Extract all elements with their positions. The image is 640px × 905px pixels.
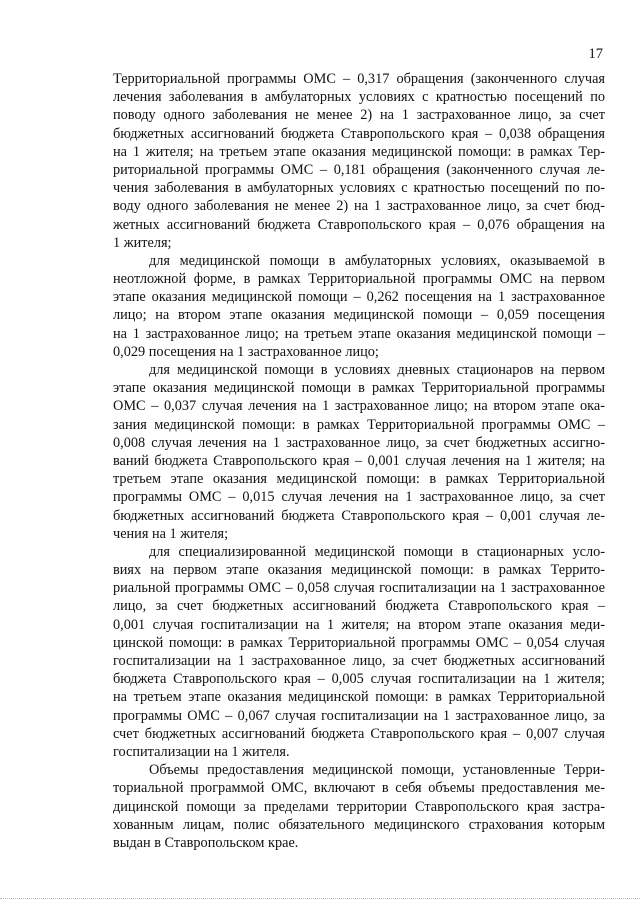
text-line: для специализированной медицинской помощи в стационарных усло- — [149, 543, 605, 560]
text-line: госпитализации на 1 жителя. — [113, 743, 290, 760]
page-number: 17 — [588, 46, 603, 62]
text-line: счет бюджетных ассигнований бюджета Ставропольского края – 0,007 случая — [113, 725, 605, 742]
text-line: Объемы предоставления медицинской помощи, установленные Терри- — [149, 762, 605, 779]
text-line: для медицинской помощи в условиях дневных стационаров на первом — [149, 362, 605, 378]
text-line: программы ОМС – 0,067 случая госпитализации на 1 застрахованное лицо, за — [113, 707, 605, 724]
text-line: 0,008 случая лечения на 1 застрахованное лицо, за счет бюджетных ассигно- — [113, 434, 605, 451]
text-line: бюджетных ассигнований бюджета Ставропольского края – 0,038 обращения — [113, 125, 605, 142]
text-line: воду одного заболевания не менее 2) на 1 застрахованное лицо, за счет бюд- — [113, 198, 605, 215]
text-line: госпитализации на 1 застрахованное лицо, за счет бюджетных ассигнований — [113, 653, 605, 669]
text-line: этапе оказания медицинской помощи – 0,262 посещения на 1 застрахованное — [113, 289, 605, 306]
text-line: 0,029 посещения на 1 застрахованное лицо; — [113, 343, 379, 360]
text-line: Территориальной программы ОМС – 0,317 обращения (законченного случая — [113, 71, 605, 87]
text-line: риториальной программы ОМС – 0,181 обращения (законченного случая ле- — [113, 161, 605, 178]
paragraph-2 — [113, 252, 605, 361]
text-line: ОМС – 0,037 случая лечения на 1 застрахованное лицо; на втором этапе ока- — [113, 398, 605, 415]
text-line: риальной программы ОМС – 0,058 случая госпитализации на 1 застрахованное — [113, 580, 605, 597]
text-line: на третьем этапе оказания медицинской помощи: в рамках Территориальной — [113, 689, 605, 706]
text-line: цинской помощи: в рамках Территориальной программы ОМС – 0,054 случая — [113, 634, 605, 651]
text-line: для медицинской помощи в амбулаторных условиях, оказываемой в — [149, 252, 605, 269]
paragraph-3 — [113, 361, 605, 543]
text-line: зания медицинской помощи: в рамках Территориальной программы ОМС – — [113, 416, 605, 433]
text-line: чения заболевания в амбулаторных условиях с кратностью посещений по по- — [113, 180, 605, 197]
text-line: этапе оказания медицинской помощи в рамках Территориальной программы — [113, 380, 605, 397]
paragraph-4 — [113, 543, 605, 761]
text-line: виях на первом этапе оказания медицинской помощи: в рамках Террито- — [113, 562, 605, 579]
paragraph-1 — [113, 70, 605, 252]
text-line: 0,001 случая госпитализации на 1 жителя; на втором этапе оказания меди- — [113, 616, 605, 633]
text-line: ториальной программой ОМС, включают в себя объемы предоставления ме- — [113, 780, 605, 797]
text-line: бюджетных ассигнований бюджета Ставропольского края – 0,001 случая ле- — [113, 507, 605, 524]
text-line: программы ОМС – 0,015 случая лечения на 1 застрахованное лицо, за счет — [113, 489, 605, 506]
text-line: на 1 застрахованное лицо; на третьем этапе оказания медицинской помощи – — [113, 325, 605, 342]
text-line: 1 жителя; — [113, 234, 172, 251]
text-line: чения на 1 жителя; — [113, 525, 229, 542]
text-line: неотложной форме, в рамках Территориальной программы ОМС на первом — [113, 271, 605, 288]
text-line: поводу одного заболевания не менее 2) на 1 застрахованное лицо, за счет — [113, 107, 605, 124]
document-body — [113, 70, 605, 852]
text-line: ваний бюджета Ставропольского края – 0,001 случая лечения на 1 жителя; на — [113, 452, 605, 469]
scan-edge-divider — [0, 898, 640, 899]
text-line: выдан в Ставропольском крае. — [113, 834, 299, 851]
text-line: лечения заболевания в амбулаторных условиях с кратностью посещений по — [113, 89, 605, 106]
text-line: хованным лицам, полис обязательного медицинского страхования которым — [113, 816, 605, 833]
text-line: бюджета Ставропольского края – 0,005 случая госпитализации на 1 жителя; — [113, 671, 605, 688]
text-line: дицинской помощи за пределами территории Ставропольского края застра- — [113, 798, 605, 815]
text-line: лицо; на втором этапе оказания медицинской помощи – 0,059 посещения — [113, 307, 605, 324]
paragraph-5 — [113, 761, 605, 852]
text-line: на 1 жителя; на третьем этапе оказания медицинской помощи: в рамках Тер- — [113, 143, 605, 160]
text-line: третьем этапе оказания медицинской помощи: в рамках Территориальной — [113, 471, 605, 488]
text-line: жетных ассигнований бюджета Ставропольского края – 0,076 обращения на — [113, 216, 605, 233]
text-line: лицо, за счет бюджетных ассигнований бюджета Ставропольского края – — [113, 598, 605, 615]
